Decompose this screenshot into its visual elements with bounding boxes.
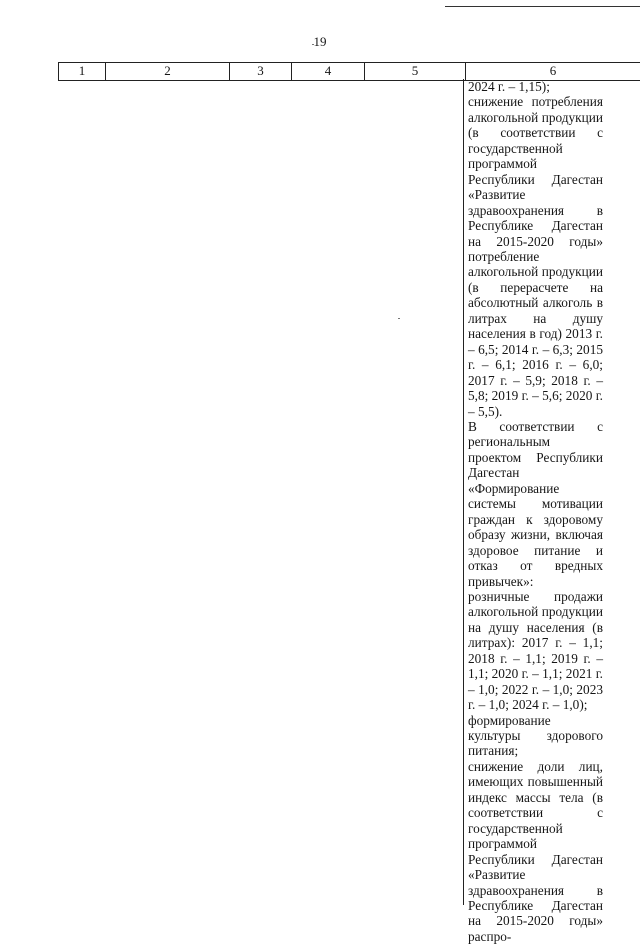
column-6-divider <box>463 79 464 905</box>
top-right-rule <box>445 6 640 7</box>
column-6-paragraph: формирование культуры здорового питания; <box>468 712 603 759</box>
column-6-paragraph: розничные продажи алкогольной продукции на душу населения (в литрах): 2017 г. – 1,1; 2018 г. – 1,1; 2019 г. – 1,1; 2020 г. – 1,1; 2021 г. – 1,0; 2022 г. – 1,0; 2023 г. – 1,0; 2024 г. – 1,0); <box>468 588 603 713</box>
scan-speck <box>312 44 314 45</box>
column-header-6: 6 <box>465 63 640 80</box>
column-6-content <box>468 79 603 944</box>
column-6-paragraph: снижение доли лиц, имеющих повышенный индекс массы тела (в соответствии с государственной программой Республики Дагестан «Развитие здравоохранения в Республике Дагестан на 2015-2020 годы» распро- <box>468 758 603 944</box>
column-header-4: 4 <box>291 63 364 80</box>
column-6-paragraph: В соответствии с региональным проектом Республики Дагестан «Формирование системы мотивации граждан к здоровому образу жизни, включая здоровое питание и отказ от вредных привычек»: <box>468 418 603 589</box>
column-header-1: 1 <box>58 63 105 80</box>
column-6-paragraph: снижение потребления алкогольной продукции (в соответствии с государственной программой Республики Дагестан «Развитие здравоохранения в Республике Дагестан на 2015-2020 годы» потребление алкогольной продукции (в перерасчете на абсолютный алкоголь в литрах на душу населения в год) 2013 г. – 6,5; 2014 г. – 6,3; 2015 г. – 6,1; 2016 г. – 6,0; 2017 г. – 5,9; 2018 г. – 5,8; 2019 г. – 5,6; 2020 г. – 5,5). <box>468 94 603 419</box>
column-6-paragraph: 2024 г. – 1,15); <box>468 79 550 94</box>
column-header-5: 5 <box>364 63 465 80</box>
page-number: 19 <box>313 34 327 49</box>
column-header-3: 3 <box>229 63 291 80</box>
column-header-2: 2 <box>105 63 229 80</box>
scan-speck <box>398 318 400 319</box>
